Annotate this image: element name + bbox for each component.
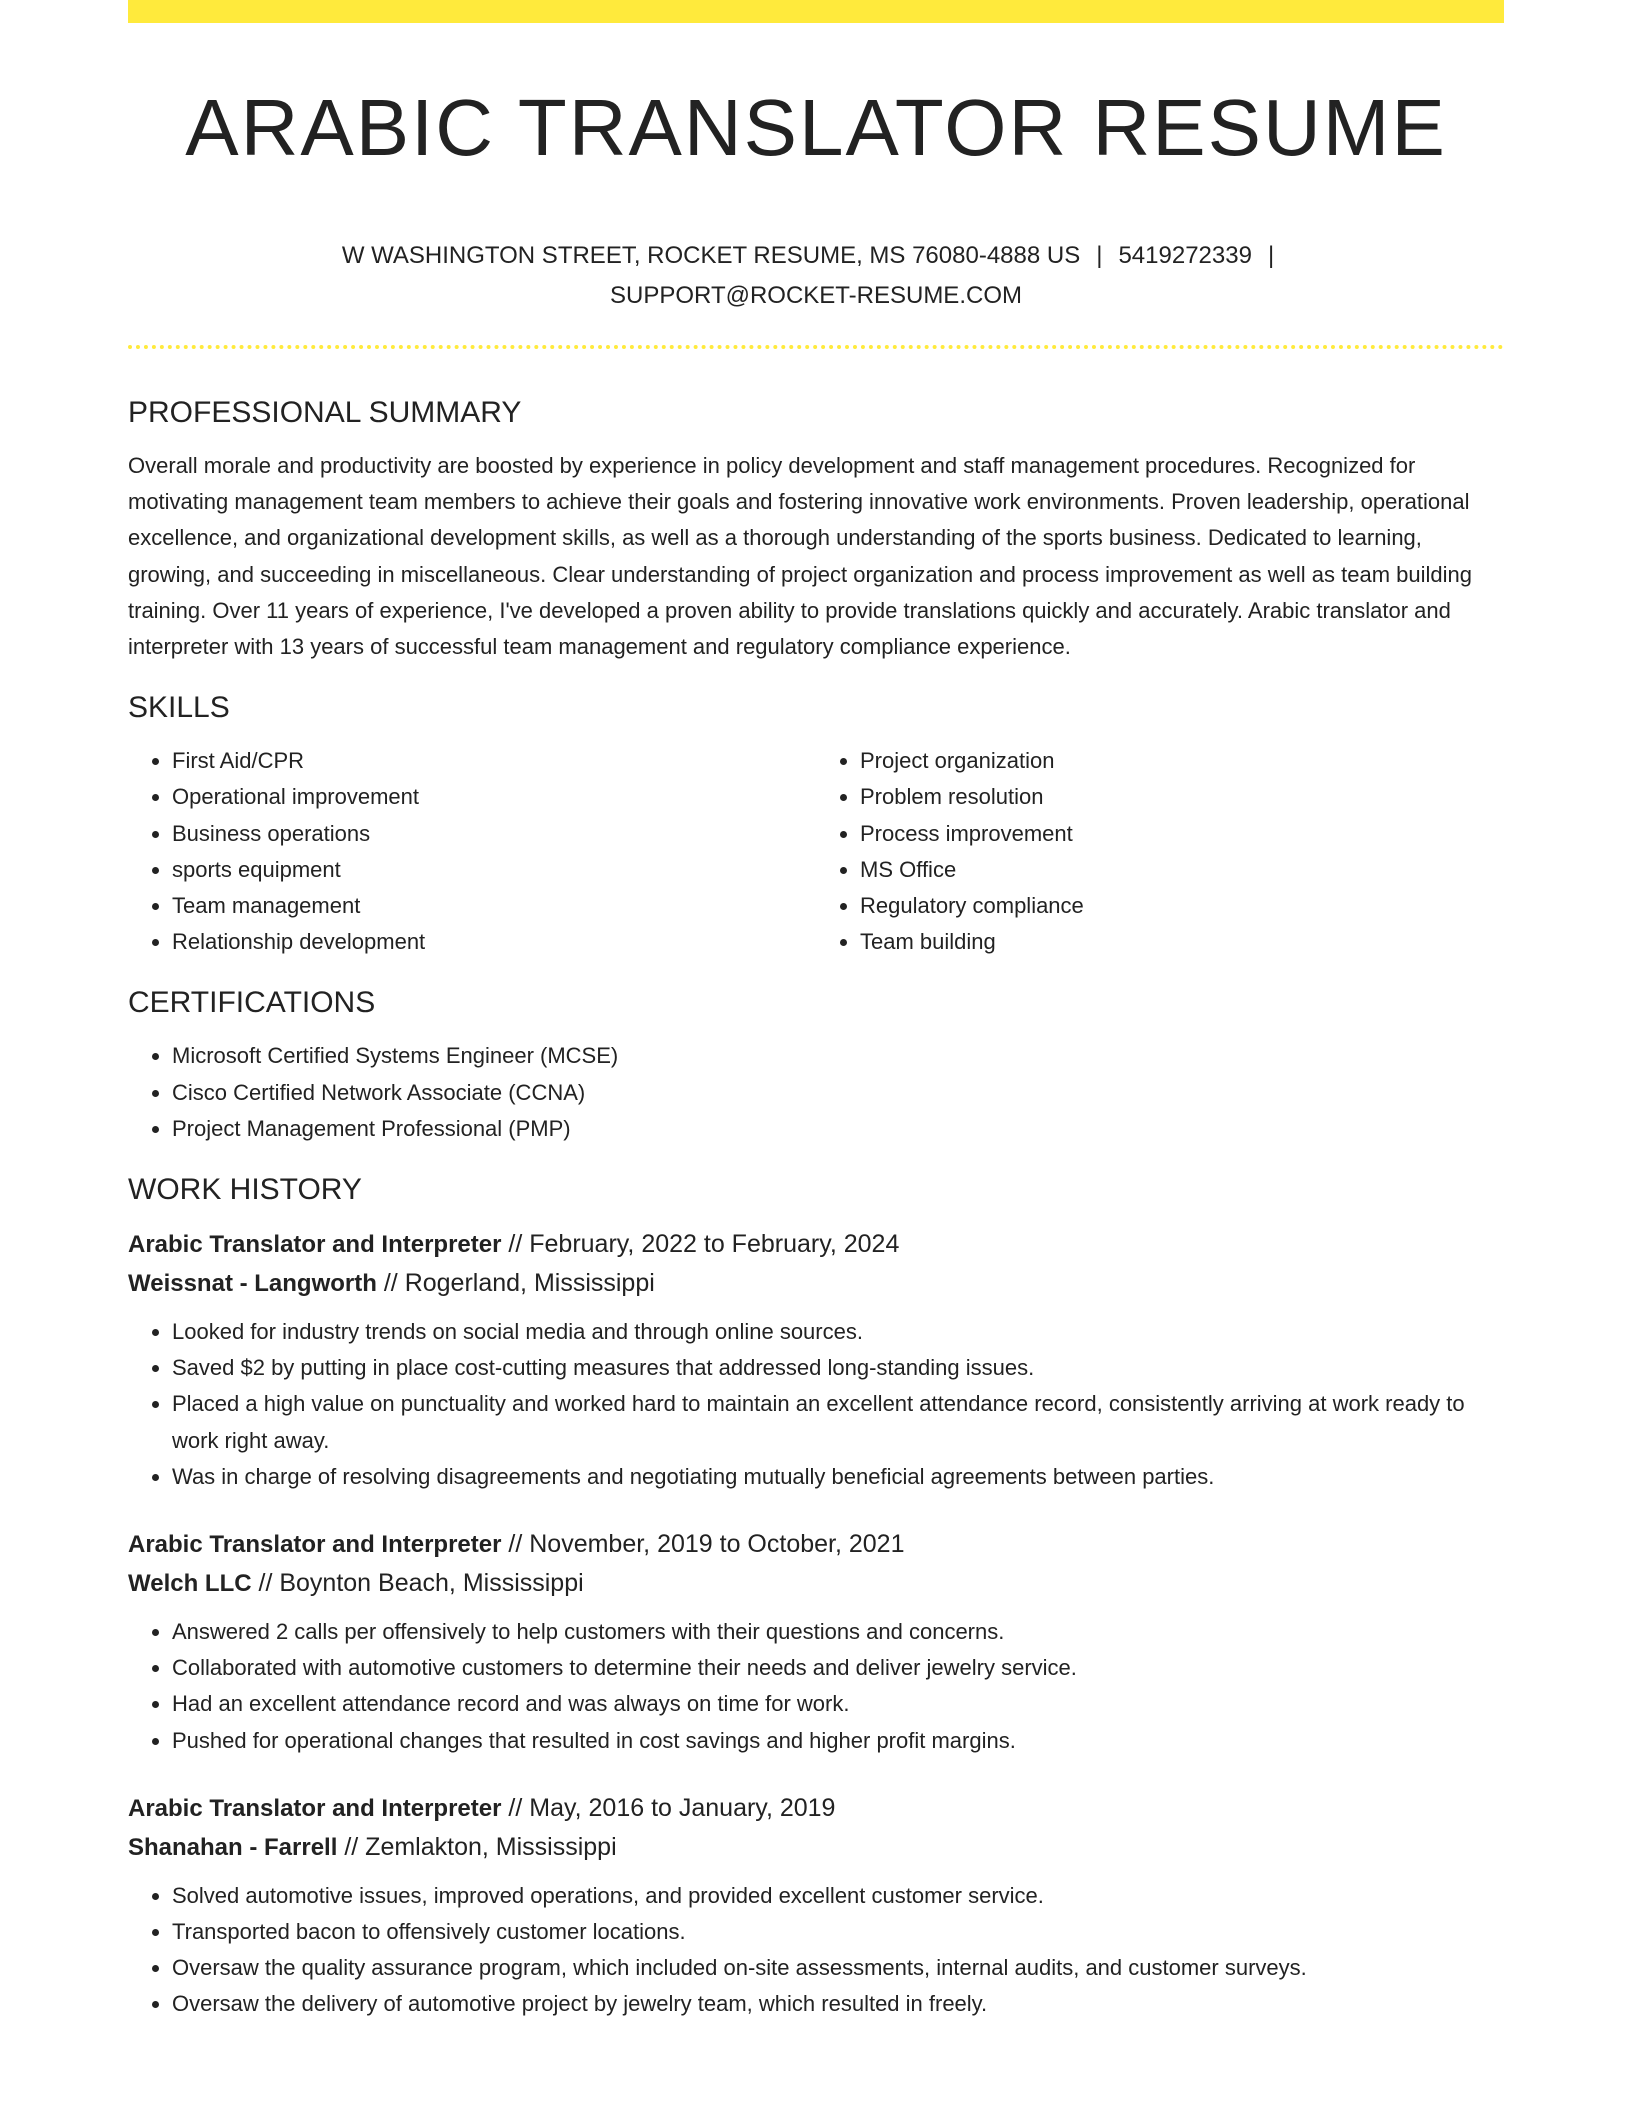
address: W WASHINGTON STREET, ROCKET RESUME, MS 76080-4888 US bbox=[341, 242, 1081, 269]
skill-item: • Regulatory compliance bbox=[860, 888, 1504, 924]
job-company-line bbox=[128, 1828, 1504, 1867]
job-title-line bbox=[128, 1225, 1504, 1264]
summary-text: Overall morale and productivity are boosted by experience in policy development and staff management procedures. Recognized for motivating management team members to achieve their goals and fostering innovative work environments. Proven leadership, operational excellence, and organizational development skills, as well as a thorough understanding of the sports business. Dedicated to learning, growing, and succeeding in miscellaneous. Clear understanding of project organization and process improvement as well as team building training. Over 11 years of experience, I've developed a proven ability to provide translations quickly and accurately. Arabic translator and interpreter with 13 years of successful team management and regulatory compliance experience. bbox=[128, 453, 1472, 660]
job-bullet: • Oversaw the delivery of automotive project by jewelry team, which resulted in freely. bbox=[172, 1986, 1504, 2022]
job-entry bbox=[128, 1525, 1504, 1759]
job-bullet: • Pushed for operational changes that resulted in cost savings and higher profit margins. bbox=[172, 1723, 1504, 1759]
skill-item: • Problem resolution bbox=[860, 779, 1504, 815]
skill-item: • Project organization bbox=[860, 743, 1504, 779]
job-entry bbox=[128, 1225, 1504, 1495]
job-bullets bbox=[128, 1314, 1504, 1495]
job-bullet: • Collaborated with automotive customers to determine their needs and deliver jewelry service. bbox=[172, 1650, 1504, 1686]
certifications-list bbox=[128, 1038, 1504, 1147]
job-title-line bbox=[128, 1789, 1504, 1828]
resume-content bbox=[128, 388, 1504, 2023]
skills-list-left bbox=[128, 743, 816, 960]
job-bullet: • Was in charge of resolving disagreements and negotiating mutually beneficial agreements between parties. bbox=[172, 1459, 1504, 1495]
job-bullets bbox=[128, 1878, 1504, 2023]
job-company: Shanahan - Farrell bbox=[128, 1833, 338, 1861]
skills-columns bbox=[128, 743, 1504, 960]
certification-item: • Project Management Professional (PMP) bbox=[172, 1111, 1504, 1147]
job-bullet: • Answered 2 calls per offensively to help customers with their questions and concerns. bbox=[172, 1614, 1504, 1650]
job-company: Welch LLC bbox=[128, 1570, 252, 1598]
skill-item: • Relationship development bbox=[172, 924, 816, 960]
separator: | bbox=[1267, 242, 1275, 269]
job-bullet: • Looked for industry trends on social media and through online sources. bbox=[172, 1314, 1504, 1350]
section-heading-certifications: CERTIFICATIONS bbox=[128, 986, 376, 1020]
job-dates: // November, 2019 to October, 2021 bbox=[508, 1530, 905, 1559]
certification-item: • Microsoft Certified Systems Engineer (MCSE) bbox=[172, 1038, 1504, 1074]
job-bullet: • Had an excellent attendance record and was always on time for work. bbox=[172, 1686, 1504, 1722]
job-company: Weissnat - Langworth bbox=[128, 1270, 377, 1298]
job-entry bbox=[128, 1789, 1504, 2023]
certification-item: • Cisco Certified Network Associate (CCNA) bbox=[172, 1075, 1504, 1111]
job-bullet: • Solved automotive issues, improved operations, and provided excellent customer service. bbox=[172, 1878, 1504, 1914]
job-title: Arabic Translator and Interpreter bbox=[128, 1231, 502, 1259]
job-company-line bbox=[128, 1564, 1504, 1603]
job-title-line bbox=[128, 1525, 1504, 1564]
skill-item: • Team building bbox=[860, 924, 1504, 960]
section-heading-skills: SKILLS bbox=[128, 691, 230, 725]
job-bullet: • Transported bacon to offensively customer locations. bbox=[172, 1914, 1504, 1950]
skill-item: • Team management bbox=[172, 888, 816, 924]
job-title: Arabic Translator and Interpreter bbox=[128, 1794, 502, 1822]
job-title: Arabic Translator and Interpreter bbox=[128, 1531, 502, 1559]
skill-item: • Business operations bbox=[172, 816, 816, 852]
resume-title: ARABIC TRANSLATOR RESUME bbox=[185, 83, 1447, 172]
job-bullet: • Saved $2 by putting in place cost-cutting measures that addressed long-standing issues. bbox=[172, 1350, 1504, 1386]
skill-item: • Process improvement bbox=[860, 816, 1504, 852]
job-location: // Rogerland, Mississippi bbox=[383, 1269, 655, 1298]
section-heading-work-history: WORK HISTORY bbox=[128, 1173, 362, 1207]
job-dates: // February, 2022 to February, 2024 bbox=[508, 1230, 900, 1259]
top-accent-bar bbox=[128, 0, 1504, 23]
job-company-line bbox=[128, 1264, 1504, 1303]
job-bullet: • Placed a high value on punctuality and worked hard to maintain an excellent attendance record, consistently arriving at work ready to work right away. bbox=[172, 1386, 1504, 1458]
separator: | bbox=[1096, 242, 1103, 269]
skill-item: • MS Office bbox=[860, 852, 1504, 888]
job-location: // Zemlakton, Mississippi bbox=[344, 1832, 617, 1861]
skill-item: • sports equipment bbox=[172, 852, 816, 888]
dotted-divider bbox=[128, 345, 1504, 349]
section-heading-summary: PROFESSIONAL SUMMARY bbox=[128, 396, 522, 429]
skills-list-right bbox=[816, 743, 1504, 960]
job-dates: // May, 2016 to January, 2019 bbox=[508, 1793, 836, 1822]
job-location: // Boynton Beach, Mississippi bbox=[258, 1569, 584, 1598]
phone: 5419272339 bbox=[1118, 242, 1252, 269]
job-bullet: • Oversaw the quality assurance program, which included on-site assessments, internal audits, and customer surveys. bbox=[172, 1950, 1504, 1986]
email: SUPPORT@ROCKET-RESUME.COM bbox=[610, 282, 1022, 309]
job-bullets bbox=[128, 1614, 1504, 1759]
contact-info bbox=[128, 236, 1504, 316]
skill-item: • First Aid/CPR bbox=[172, 743, 816, 779]
skill-item: • Operational improvement bbox=[172, 779, 816, 815]
